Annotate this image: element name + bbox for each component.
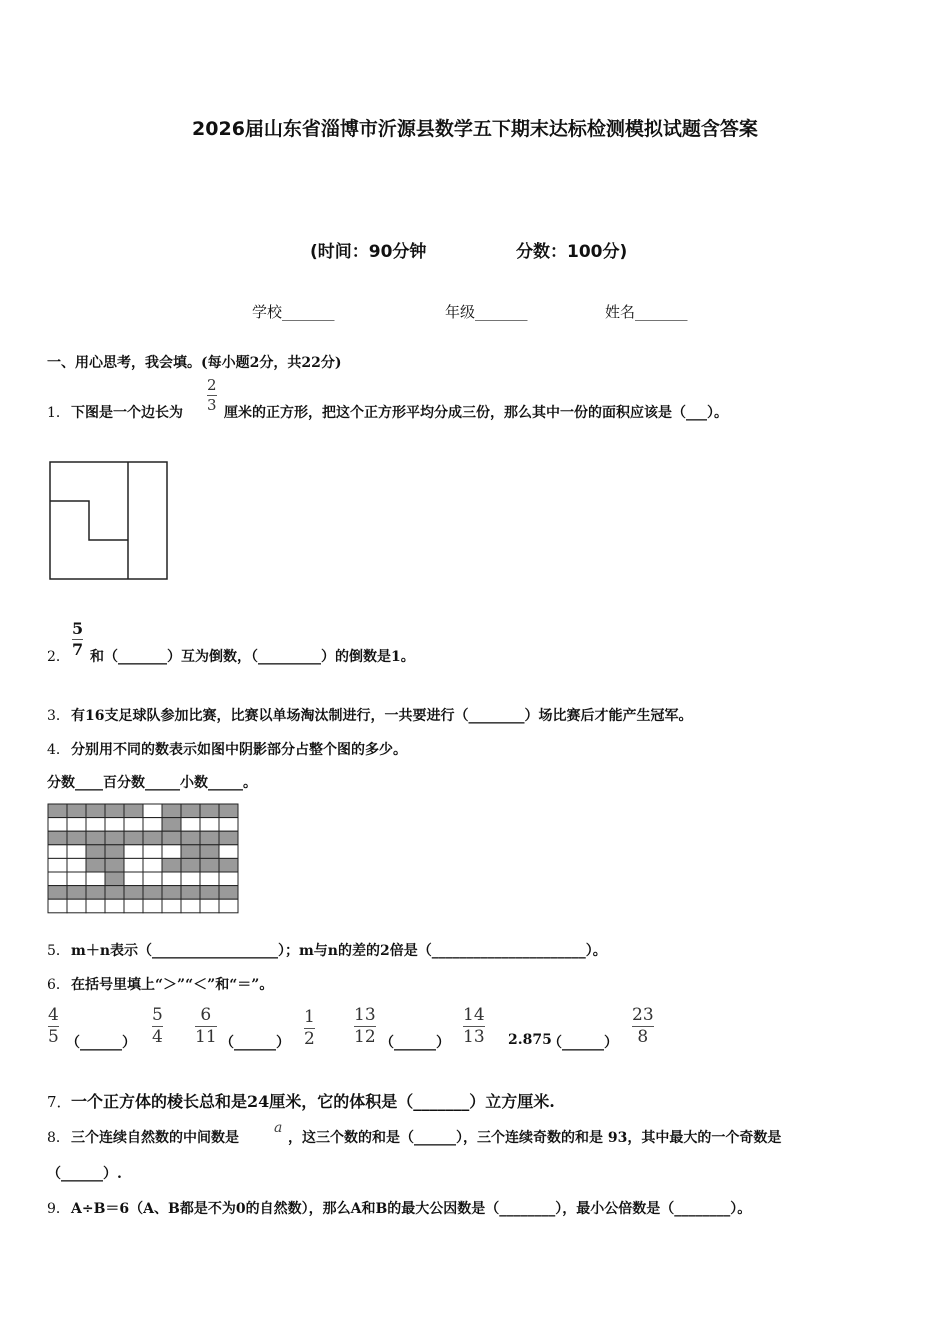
grid-cell — [67, 899, 86, 913]
grid-cell — [181, 845, 200, 859]
q6-frac-3-num: 6 — [200, 1005, 212, 1025]
grid-cell — [219, 804, 238, 818]
grid-cell — [162, 804, 181, 818]
q6-blank-3: （______） — [380, 1035, 450, 1051]
grid-cell — [67, 858, 86, 872]
grid-cell — [105, 858, 124, 872]
grid-cell — [124, 899, 143, 913]
name-field: 姓名_______ — [605, 303, 688, 321]
q6-frac-2 — [152, 1006, 163, 1046]
grid-cell — [86, 845, 105, 859]
grid-cell — [181, 899, 200, 913]
q6-frac-4-den: 2 — [304, 1028, 315, 1049]
time-label: (时间：90分钟 — [310, 242, 427, 262]
q3-text: 有16支足球队参加比赛，比赛以单场淘汰制进行，一共要进行（________）场比赛后才能产生冠军。 — [71, 708, 693, 724]
q6-blank-4: （______） — [548, 1035, 618, 1051]
grid-cell — [219, 872, 238, 886]
q2-frac-num: 5 — [72, 619, 84, 638]
q6-blank-2: （______） — [220, 1035, 290, 1051]
grid-cell — [105, 899, 124, 913]
q8-number: 8． — [47, 1130, 70, 1146]
grid-cell — [162, 858, 181, 872]
q8-variable: a — [274, 1120, 283, 1136]
q3-number: 3． — [47, 708, 70, 724]
grid-cell — [200, 858, 219, 872]
q4-shaded-grid — [46, 802, 240, 916]
q2-frac-den: 7 — [72, 639, 84, 659]
q5-text: m＋n表示（__________________）；m与n的差的2倍是（______________________）。 — [71, 943, 607, 959]
grid-cell — [200, 818, 219, 832]
q1-frac-den: 3 — [207, 395, 217, 414]
q6-frac-1-den: 5 — [48, 1026, 59, 1047]
grid-cell — [162, 818, 181, 832]
q5-number: 5． — [47, 943, 70, 959]
grid-cell — [219, 886, 238, 900]
grid-cell — [181, 872, 200, 886]
q6-frac-7-num: 23 — [632, 1005, 654, 1025]
q2-number: 2． — [47, 649, 70, 665]
grid-cell — [124, 831, 143, 845]
q1-fraction — [207, 377, 217, 413]
page-title: 2026届山东省淄博市沂源县数学五下期末达标检测模拟试题含答案 — [192, 118, 758, 140]
grid-cell — [67, 845, 86, 859]
grid-cell — [181, 804, 200, 818]
grid-cell — [67, 872, 86, 886]
grid-cell — [143, 845, 162, 859]
q4-answer-line: 分数____百分数_____小数_____。 — [47, 775, 257, 791]
q6-frac-2-num: 5 — [152, 1005, 163, 1025]
grid-cell — [181, 858, 200, 872]
q8-text-pre: 三个连续自然数的中间数是 — [71, 1130, 239, 1146]
grid-cell — [143, 899, 162, 913]
grid-cell — [143, 886, 162, 900]
grid-cell — [200, 872, 219, 886]
grid-cell — [48, 845, 67, 859]
q6-frac-2-den: 4 — [152, 1026, 163, 1047]
q6-frac-7-den: 8 — [637, 1026, 649, 1047]
grid-cell — [219, 818, 238, 832]
grid-cell — [162, 845, 181, 859]
q6-blank-1: （______） — [66, 1035, 136, 1051]
grid-cell — [200, 831, 219, 845]
grid-cell — [181, 818, 200, 832]
grid-cell — [219, 831, 238, 845]
grid-cell — [67, 804, 86, 818]
grid-cell — [162, 872, 181, 886]
school-field: 学校_______ — [252, 303, 335, 321]
grid-cell — [86, 804, 105, 818]
grid-cell — [48, 818, 67, 832]
q6-text: 在括号里填上“＞”“＜”和“＝”。 — [71, 977, 274, 993]
grid-cell — [200, 845, 219, 859]
q6-frac-5 — [354, 1006, 376, 1046]
grid-cell — [86, 872, 105, 886]
grid-cell — [162, 886, 181, 900]
q6-frac-5-num: 13 — [354, 1005, 376, 1025]
q2-text: 和（_______）互为倒数，（_________）的倒数是1。 — [90, 649, 415, 665]
grid-cell — [200, 886, 219, 900]
grid-cell — [143, 804, 162, 818]
grid-cell — [181, 831, 200, 845]
q1-frac-num: 2 — [207, 376, 217, 394]
q1-square-figure — [48, 460, 170, 582]
q9-text: A÷B＝6（A、B都是不为0的自然数），那么A和B的最大公因数是（________），最小公倍数是（________）。 — [71, 1201, 752, 1217]
q6-frac-4-num: 1 — [304, 1007, 315, 1027]
grid-cell — [105, 804, 124, 818]
grid-cell — [67, 831, 86, 845]
grid-cell — [48, 804, 67, 818]
q1-number: 1． — [47, 405, 70, 421]
grid-cell — [48, 899, 67, 913]
q6-decimal: 2.875 — [508, 1032, 552, 1048]
q6-frac-6-num: 14 — [463, 1005, 485, 1025]
grid-cell — [48, 831, 67, 845]
q1-text-post: 厘米的正方形，把这个正方形平均分成三份，那么其中一份的面积应该是（___）。 — [224, 405, 728, 421]
grid-cell — [105, 845, 124, 859]
grid-cell — [124, 804, 143, 818]
q6-frac-4 — [304, 1008, 315, 1048]
q6-frac-1 — [48, 1006, 59, 1046]
grid-cell — [67, 886, 86, 900]
q4-number: 4． — [47, 742, 70, 758]
grid-cell — [219, 858, 238, 872]
grid-cell — [219, 845, 238, 859]
grid-cell — [124, 845, 143, 859]
score-label: 分数：100分) — [516, 242, 628, 262]
grid-cell — [219, 899, 238, 913]
grid-cell — [105, 831, 124, 845]
q7-text: 一个正方体的棱长总和是24厘米，它的体积是（_______）立方厘米. — [71, 1092, 555, 1111]
grid-cell — [48, 858, 67, 872]
grid-cell — [67, 818, 86, 832]
grid-cell — [162, 899, 181, 913]
q6-frac-5-den: 12 — [354, 1026, 376, 1047]
grid-cell — [124, 858, 143, 872]
grid-cell — [105, 872, 124, 886]
q9-number: 9． — [47, 1201, 70, 1217]
grid-cell — [105, 886, 124, 900]
grid-cell — [181, 886, 200, 900]
q6-frac-1-num: 4 — [48, 1005, 59, 1025]
grid-cell — [48, 872, 67, 886]
grid-cell — [105, 818, 124, 832]
grid-cell — [162, 831, 181, 845]
grid-cell — [48, 886, 67, 900]
q8-text-line2: （______）. — [47, 1166, 122, 1182]
grid-cell — [86, 899, 105, 913]
q7-number: 7． — [47, 1093, 72, 1111]
grid-cell — [124, 886, 143, 900]
q8-text-post: ，这三个数的和是（______），三个连续奇数的和是 93，其中最大的一个奇数是 — [288, 1130, 782, 1146]
grid-cell — [143, 831, 162, 845]
grid-cell — [143, 818, 162, 832]
q6-frac-6-den: 13 — [463, 1026, 485, 1047]
grid-cell — [86, 831, 105, 845]
q4-text: 分别用不同的数表示如图中阴影部分占整个图的多少。 — [71, 742, 407, 758]
grid-cell — [86, 886, 105, 900]
grid-cell — [86, 818, 105, 832]
q2-fraction — [72, 620, 83, 658]
grid-cell — [143, 872, 162, 886]
q6-frac-7 — [632, 1006, 654, 1046]
q6-frac-6 — [463, 1006, 485, 1046]
grid-cell — [124, 872, 143, 886]
grid-cell — [86, 858, 105, 872]
grid-cell — [143, 858, 162, 872]
q1-text-pre: 下图是一个边长为 — [71, 405, 183, 421]
grid-cell — [200, 804, 219, 818]
section-heading: 一、用心思考，我会填。(每小题2分，共22分) — [47, 355, 342, 371]
q6-frac-3 — [195, 1006, 217, 1046]
grid-cell — [200, 899, 219, 913]
q6-frac-3-den: 11 — [195, 1026, 217, 1047]
grade-field: 年级_______ — [445, 303, 528, 321]
grid-cell — [124, 818, 143, 832]
q6-number: 6． — [47, 977, 70, 993]
